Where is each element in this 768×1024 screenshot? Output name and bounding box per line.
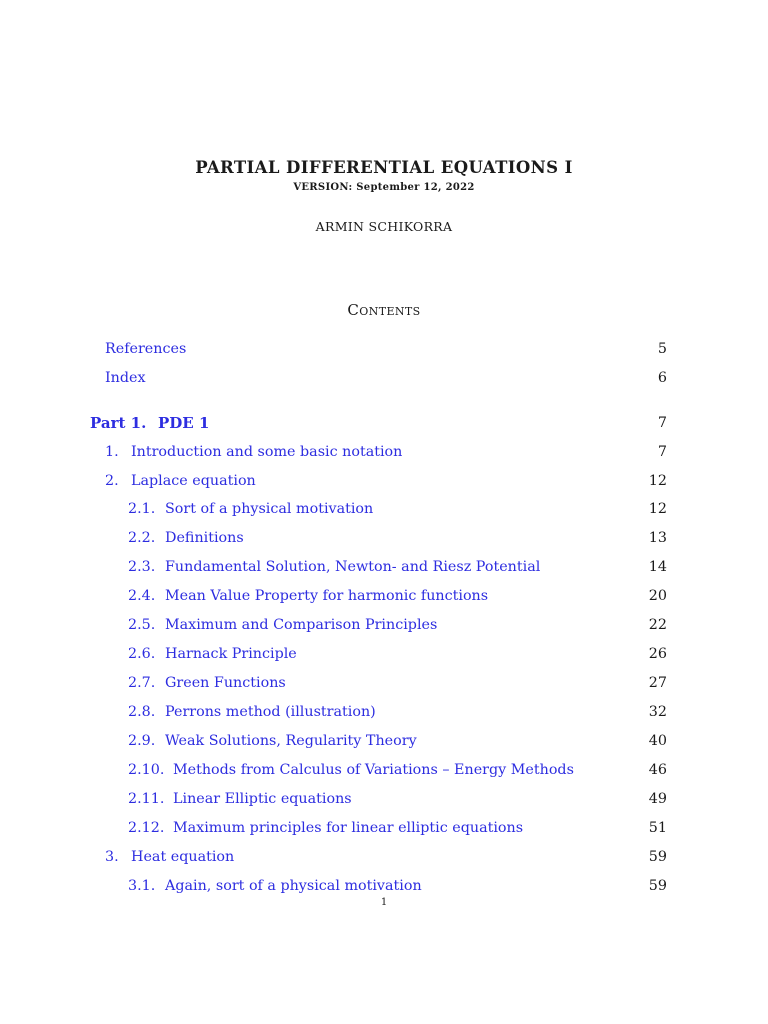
toc-link-section-2-7[interactable] — [128, 673, 286, 693]
toc-entry-label: Mean Value Property for harmonic functions — [165, 588, 489, 604]
toc-entry-label: Definitions — [165, 530, 244, 546]
toc-entry-number: 3. — [105, 849, 119, 865]
toc-page-number: 26 — [648, 646, 667, 662]
toc-page-number: 49 — [648, 791, 667, 807]
toc-page-number: 20 — [648, 588, 667, 604]
toc-entry-number: 2.3. — [128, 559, 156, 575]
toc-entry-label: Introduction and some basic notation — [131, 444, 403, 460]
page-number: 1 — [380, 897, 388, 908]
toc-entry-number: 2.8. — [128, 704, 156, 720]
toc-entry-number: 2.12. — [128, 820, 165, 836]
toc-link-section-2-8[interactable] — [128, 702, 376, 722]
toc-entry-label: PDE 1 — [158, 414, 210, 432]
toc-link-section-2-1[interactable] — [128, 499, 373, 519]
toc-link-section-1[interactable] — [105, 442, 402, 462]
toc-link-section-2-9[interactable] — [128, 731, 417, 751]
toc-link-references[interactable] — [105, 339, 186, 359]
toc-entry-label: Sort of a physical motivation — [165, 501, 374, 517]
contents-heading: Contents — [347, 301, 421, 319]
toc-page-number: 51 — [648, 820, 667, 836]
toc-entry-number: 2.1. — [128, 501, 156, 517]
toc-link-section-3-1[interactable] — [128, 876, 422, 896]
toc-entry-label: Weak Solutions, Regularity Theory — [165, 733, 417, 749]
toc-page-number: 14 — [648, 559, 667, 575]
toc-page-number: 27 — [648, 675, 667, 691]
toc-link-section-2-4[interactable] — [128, 586, 488, 606]
toc-entry-number: 1. — [105, 444, 119, 460]
toc-link-part-1[interactable] — [90, 413, 209, 433]
toc-page-number: 59 — [648, 849, 667, 865]
toc-link-section-2-11[interactable] — [128, 789, 352, 809]
toc-entry-label: References — [105, 341, 187, 357]
toc-link-section-2-6[interactable] — [128, 644, 297, 664]
toc-page-number: 40 — [648, 733, 667, 749]
toc-entry-label: Methods from Calculus of Variations – Energy Methods — [173, 762, 574, 778]
toc-page-number: 32 — [648, 704, 667, 720]
toc-entry-label: Green Functions — [165, 675, 286, 691]
toc-page-number: 12 — [648, 473, 667, 489]
toc-entry-number: 2.5. — [128, 617, 156, 633]
toc-page-number: 12 — [648, 501, 667, 517]
toc-entry-number: 2.4. — [128, 588, 156, 604]
toc-entry-number: 2.7. — [128, 675, 156, 691]
toc-page-number: 13 — [648, 530, 667, 546]
toc-entry-number: 2.11. — [128, 791, 165, 807]
toc-page-number: 5 — [657, 341, 667, 357]
toc-entry-number: 2.6. — [128, 646, 156, 662]
toc-entry-number: Part 1. — [90, 414, 147, 432]
toc-entry-label: Heat equation — [131, 849, 235, 865]
toc-page-number: 7 — [657, 415, 667, 431]
toc-link-section-3[interactable] — [105, 847, 234, 867]
toc-entry-label: Again, sort of a physical motivation — [165, 878, 422, 894]
toc-link-section-2-12[interactable] — [128, 818, 523, 838]
toc-entry-label: Index — [105, 370, 146, 386]
toc-entry-number: 3.1. — [128, 878, 156, 894]
toc-entry-label: Laplace equation — [131, 473, 256, 489]
toc-page-number: 7 — [657, 444, 667, 460]
toc-entry-label: Maximum principles for linear elliptic equations — [173, 820, 524, 836]
toc-page-number: 46 — [648, 762, 667, 778]
toc-entry-number: 2.10. — [128, 762, 165, 778]
toc-page-number: 6 — [657, 370, 667, 386]
toc-entry-label: Fundamental Solution, Newton- and Riesz Potential — [165, 559, 541, 575]
toc-link-section-2-2[interactable] — [128, 528, 244, 548]
toc-entry-number: 2.9. — [128, 733, 156, 749]
toc-entry-label: Harnack Principle — [165, 646, 297, 662]
toc-page-number: 59 — [648, 878, 667, 894]
toc-entry-label: Perrons method (illustration) — [165, 704, 376, 720]
toc-link-index[interactable] — [105, 368, 146, 388]
toc-link-section-2[interactable] — [105, 471, 256, 491]
toc-entry-number: 2.2. — [128, 530, 156, 546]
toc-entry-label: Maximum and Comparison Principles — [165, 617, 438, 633]
toc-entry-number: 2. — [105, 473, 119, 489]
toc-link-section-2-3[interactable] — [128, 557, 540, 577]
toc-link-section-2-5[interactable] — [128, 615, 437, 635]
document-title: PARTIAL DIFFERENTIAL EQUATIONS I — [195, 158, 573, 177]
toc-entry-label: Linear Elliptic equations — [173, 791, 352, 807]
author-name: ARMIN SCHIKORRA — [315, 219, 453, 234]
toc-link-section-2-10[interactable] — [128, 760, 574, 780]
toc-page-number: 22 — [648, 617, 667, 633]
version-line: VERSION: September 12, 2022 — [293, 182, 475, 193]
